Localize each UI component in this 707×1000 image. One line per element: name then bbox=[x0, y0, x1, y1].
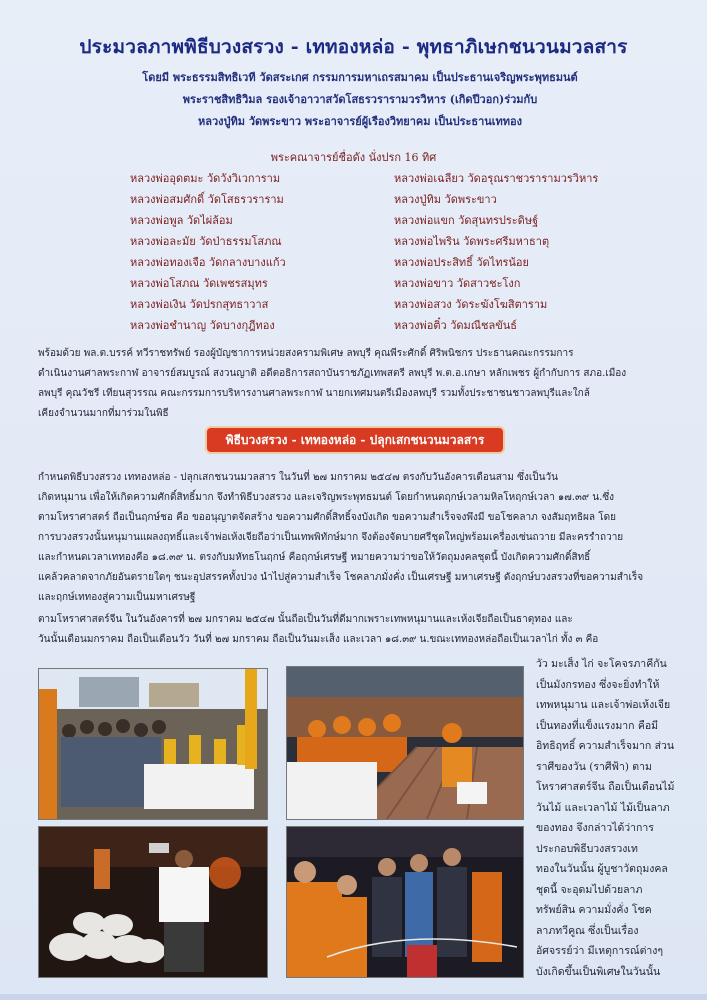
text-line: แคล้วคลาดจากภัยอันตรายใดๆ ชนะอุปสรรคทั้งปวง นำไปสู่ความสำเร็จ โชคลาภมั่งคั่ง เป็นเศรษฐี มหาเศรษฐี ดังฤกษ์บวงสรวงที่ขอความสำเร็จ bbox=[38, 572, 644, 583]
monk-name: หลวงพ่อทองเจือ วัดกลางบางแก้ว bbox=[130, 256, 286, 269]
monks-seated-photo bbox=[286, 666, 524, 820]
text-line: ทองในวันนั้น ผู้บูชาวัตถุมงคล bbox=[536, 863, 668, 875]
text-line: ประกอบพิธีบวงสรวงเท bbox=[536, 842, 638, 855]
monk-name: หลวงปู่ทิม วัดพระขาว bbox=[394, 193, 497, 206]
text-line: ลาภทวีคูณ ซึ่งเป็นเรื่อง bbox=[536, 924, 639, 937]
monk-name: หลวงพ่ออุดตมะ วัดวังวิเวการาม bbox=[130, 172, 281, 185]
ritual-gathering-photo bbox=[286, 826, 524, 978]
monk-name: หลวงพ่อเฉลียว วัดอรุณราชวรารามวรวิหาร bbox=[394, 172, 599, 185]
text-line: ของทอง จึงกล่าวได้ว่าการ bbox=[536, 822, 654, 834]
text-line: โหราศาสตร์จีน ถือเป็นเดือนไม้ bbox=[536, 781, 675, 793]
monk-name: หลวงพ่อไพริน วัดพระศรีมหาธาตุ bbox=[394, 235, 550, 248]
text-line: และกำหนดเวลาเททองคือ ๑๘.๓๙ น. ตรงกับมหัทธโนฤกษ์ คือฤกษ์เศรษฐี หมายความว่าขอให้วัตถุมงคลชุดนี้ บังเกิดความศักดิ์สิทธิ์ bbox=[38, 552, 591, 563]
text-line: ดำเนินงานศาลพระกาฬ อาจารย์สมบูรณ์ สงวนญาติ อดีตอธิการสถาบันราชภัฏเทพสตรี ลพบุรี พ.ต.อ.เกษา หลักเพชร ผู้กำกับการ สภอ.เมือง bbox=[38, 368, 627, 379]
monk-name: หลวงพ่อสวง วัดระฆังโฆสิตาราม bbox=[394, 298, 548, 311]
monk-list-right bbox=[394, 168, 598, 336]
text-line: วันนั้นเดือนมกราคม ถือเป็นเดือนวัว วันที่ ๒๗ มกราคม ถือเป็นวันมะเส็ง และเวลา ๑๘.๓๙ น.ขณะเททองหล่อถือเป็นเวลาไก่ ทั้ง ๓ คือ bbox=[38, 634, 599, 645]
monk-name: หลวงพ่อละมัย วัดป่าธรรมโสภณ bbox=[130, 235, 282, 248]
text-line: กำหนดพิธีบวงสรวง เททองหล่อ - ปลุกเสกชนวนมวลสาร ในวันที่ ๒๗ มกราคม ๒๕๔๗ ตรงกับวันอังคารเดือนสาม ซึ่งเป็นวัน bbox=[38, 472, 558, 483]
assembly-heading: พระคณาจารย์ชื่อดัง นั่งปรก 16 ทิศ bbox=[270, 151, 437, 164]
text-line: วัว มะเส็ง ไก่ จะโคจรภาคีกัน bbox=[536, 658, 667, 670]
right-column-text bbox=[536, 654, 684, 982]
text-line: ลพบุรี คุณวัชรี เทียนสุวรรณ คณะกรรมการบริหารงานศาลพระกาฬ นายกเทศมนตรีเมืองลพบุรี รวมทั้งประชาชนชาวลพบุรีและใกล้ bbox=[38, 388, 590, 399]
monk-name: หลวงพ่อโสภณ วัดเพชรสมุทร bbox=[130, 277, 268, 290]
monk-name: หลวงพ่อขาว วัดสาวชะโงก bbox=[394, 277, 521, 290]
monk-name: หลวงพ่อชำนาญ วัดบางกุฎีทอง bbox=[130, 319, 275, 332]
page-bottom-edge bbox=[0, 994, 707, 1000]
text-line: อิทธิฤทธิ์ ความสำเร็จมาก ส่วน bbox=[536, 740, 675, 752]
text-line: ชุดนี้ จะอุดมไปด้วยลาภ bbox=[536, 883, 643, 896]
body-paragraph-1 bbox=[38, 468, 678, 608]
text-line: บังเกิดขึ้นเป็นพิเศษในวันนั้น bbox=[536, 965, 661, 978]
text-line: ตามโหราศาสตร์ ถือเป็นฤกษ์ชอ คือ ขออนุญาตจัดสร้าง ขอความศักดิ์สิทธิ์จงบังเกิด ขอความสำเร็จจงพึงมี ขอโชคลาภ จงสัมฤทธิผล โดย bbox=[38, 512, 616, 523]
text-line: ทรัพย์สิน ความมั่งคั่ง โชค bbox=[536, 904, 652, 916]
monk-name: หลวงพ่อประสิทธิ์ วัดไทรน้อย bbox=[394, 256, 529, 269]
body-paragraph-2 bbox=[38, 610, 678, 650]
monk-name: หลวงพ่อเงิน วัดปรกสุทธาวาส bbox=[130, 298, 269, 311]
page-title: ประมวลภาพพิธีบวงสรวง - เททองหล่อ - พุทธาภิเษกชนวนมวลสาร bbox=[79, 36, 628, 58]
text-line: เกิดหนุมาน เพื่อให้เกิดความศักดิ์สิทธิ์มาก จึงทำพิธีบวงสรวง และเจริญพระพุทธมนต์ โดยกำหนดฤกษ์เวลามหิลโหฤกษ์เวลา ๑๗.๓๙ น.ซึ่ง bbox=[38, 492, 614, 503]
text-line: เทพหนุมาน และเจ้าพ่อเห้งเจีย bbox=[536, 699, 671, 711]
monk-list-left bbox=[130, 168, 286, 336]
text-line: วันไม้ และเวลาไม้ ไม้เป็นลาภ bbox=[536, 801, 670, 814]
gold-pouring-photo bbox=[38, 826, 268, 978]
text-line: เป็นมังกรทอง ซึ่งจะยิ่งทำให้ bbox=[536, 678, 660, 691]
subtitle-line-2: พระราชสิทธิวิมล รองเจ้าอาวาสวัดโสธรวรารามวรวิหาร (เกิดปีวอก)ร่วมกับ bbox=[182, 93, 538, 106]
monk-name: หลวงพ่อสมศักดิ์ วัดโสธรวราราม bbox=[130, 193, 284, 206]
text-line: การบวงสรวงนั้นหนุมานแผลงฤทธิ์และเจ้าพ่อเห้งเจียถือว่าเป็นเทพพิทักษ์มาก จึงต้องจัดบายศรีชุดใหญ่พร้อมเครื่องเซ่นถวาย มีละครรำถวาย bbox=[38, 532, 624, 543]
text-line: พร้อมด้วย พล.ต.บรรค์ ทวีราชทรัพย์ รองผู้บัญชาการหน่วยสงครามพิเศษ ลพบุรี คุณพีระศักดิ์ ศิริพนิชกร ประธานคณะกรรมการ bbox=[38, 348, 574, 359]
subtitle-line-3: หลวงปู่ทิม วัดพระขาว พระอาจารย์ผู้เรืองวิทยาคม เป็นประธานเททอง bbox=[197, 115, 523, 128]
section-banner: พิธีบวงสรวง - เททองหล่อ - ปลุกเสกชนวนมวลสาร bbox=[207, 428, 503, 452]
text-line: เคียงจำนวนมากที่มาร่วมในพิธี bbox=[38, 408, 169, 419]
intro-paragraph bbox=[38, 344, 678, 424]
text-line: และฤกษ์เททองสู่ความเป็นมหาเศรษฐี bbox=[38, 592, 196, 603]
text-line: ตามโหราศาสตร์จีน ในวันอังคารที่ ๒๗ มกราคม ๒๕๔๗ นั้นถือเป็นวันที่ดีมากเพราะเทพหนุมานและเห้งเจียถือเป็นธาตุทอง และ bbox=[38, 614, 573, 625]
monk-name: หลวงพ่อติ๋ว วัดมณีชลขันธ์ bbox=[394, 319, 517, 332]
text-line: เป็นทองที่แข็งแรงมาก คือมี bbox=[536, 719, 659, 732]
monk-name: หลวงพ่อพูล วัดไผ่ล้อม bbox=[130, 214, 233, 227]
subtitle-line-1: โดยมี พระธรรมสิทธิเวที วัดสระเกศ กรรมการมหาเถรสมาคม เป็นประธานเจริญพระพุทธมนต์ bbox=[142, 71, 578, 84]
text-line: ราศีของวัน (ราศีฟ้า) ตาม bbox=[536, 760, 652, 773]
text-line: อัศจรรย์ว่า มีเหตุการณ์ต่างๆ bbox=[536, 945, 664, 957]
monk-name: หลวงพ่อแขก วัดสุนทรประดิษฐ์ bbox=[394, 214, 539, 227]
ceremony-crowd-photo bbox=[38, 668, 268, 820]
